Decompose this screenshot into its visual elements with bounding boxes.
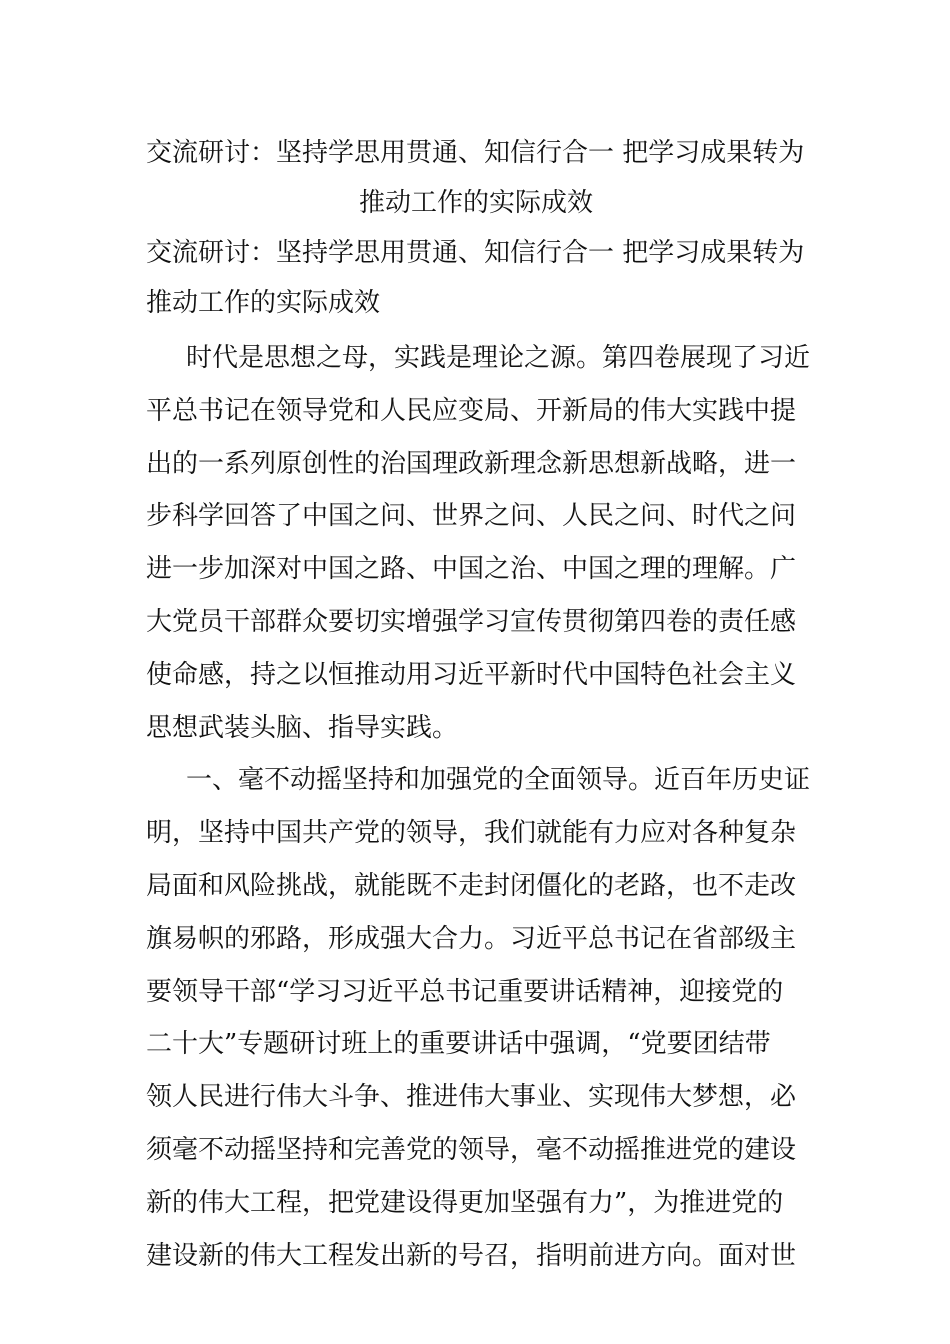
- paragraph-line: 时代是思想之母，实践是理论之源。第四卷展现了习近: [186, 343, 811, 373]
- paragraph-line: 出的一系列原创性的治国理政新理念新思想新战略，进一: [146, 448, 797, 479]
- document-title: [146, 128, 806, 228]
- paragraph-line: 须毫不动摇坚持和完善党的领导，毫不动摇推进党的建设: [146, 1134, 797, 1165]
- paragraph-section-one: [146, 754, 811, 1282]
- paragraph-line: 平总书记在领导党和人民应变局、开新局的伟大实践中提: [146, 395, 797, 426]
- paragraph-line: 一、毫不动摇坚持和加强党的全面领导。近百年历史证: [186, 765, 811, 796]
- paragraph-line: 明，坚持中国共产党的领导，我们就能有力应对各种复杂: [146, 818, 797, 849]
- document-content: [146, 128, 811, 1282]
- title-line: 交流研讨：坚持学思用贯通、知信行合一 把学习成果转为: [146, 138, 805, 168]
- paragraph-line: 新的伟大工程，把党建设得更加坚强有力”，为推进党的: [146, 1187, 784, 1218]
- subtitle-line: 推动工作的实际成效: [146, 288, 381, 318]
- paragraph-line: 大党员干部群众要切实增强学习宣传贯彻第四卷的责任感: [146, 606, 797, 637]
- paragraph-line: 思想武装头脑、指导实践。: [146, 712, 459, 743]
- paragraph-line: 使命感，持之以恒推动用习近平新时代中国特色社会主义: [146, 659, 797, 690]
- paragraph-line: 二十大”专题研讨班上的重要讲话中强调，“党要团结带: [146, 1029, 771, 1060]
- paragraph-line: 要领导干部“学习习近平总书记重要讲话精神，迎接党的: [146, 976, 784, 1007]
- paragraph-line: 进一步加深对中国之路、中国之治、中国之理的理解。广: [146, 554, 797, 585]
- paragraph-intro: [146, 332, 811, 754]
- paragraph-line: 旗易帜的邪路，形成强大合力。习近平总书记在省部级主: [146, 923, 797, 954]
- paragraph-line: 局面和风险挑战，就能既不走封闭僵化的老路，也不走改: [146, 870, 797, 901]
- subtitle-line: 交流研讨：坚持学思用贯通、知信行合一 把学习成果转为: [146, 238, 805, 268]
- title-line: 推动工作的实际成效: [358, 188, 593, 218]
- paragraph-line: 建设新的伟大工程发出新的号召，指明前进方向。面对世: [146, 1240, 797, 1271]
- paragraph-line: 领人民进行伟大斗争、推进伟大事业、实现伟大梦想，必: [146, 1082, 797, 1113]
- document-subtitle: [146, 228, 806, 328]
- paragraph-line: 步科学回答了中国之问、世界之问、人民之问、时代之问: [146, 501, 797, 532]
